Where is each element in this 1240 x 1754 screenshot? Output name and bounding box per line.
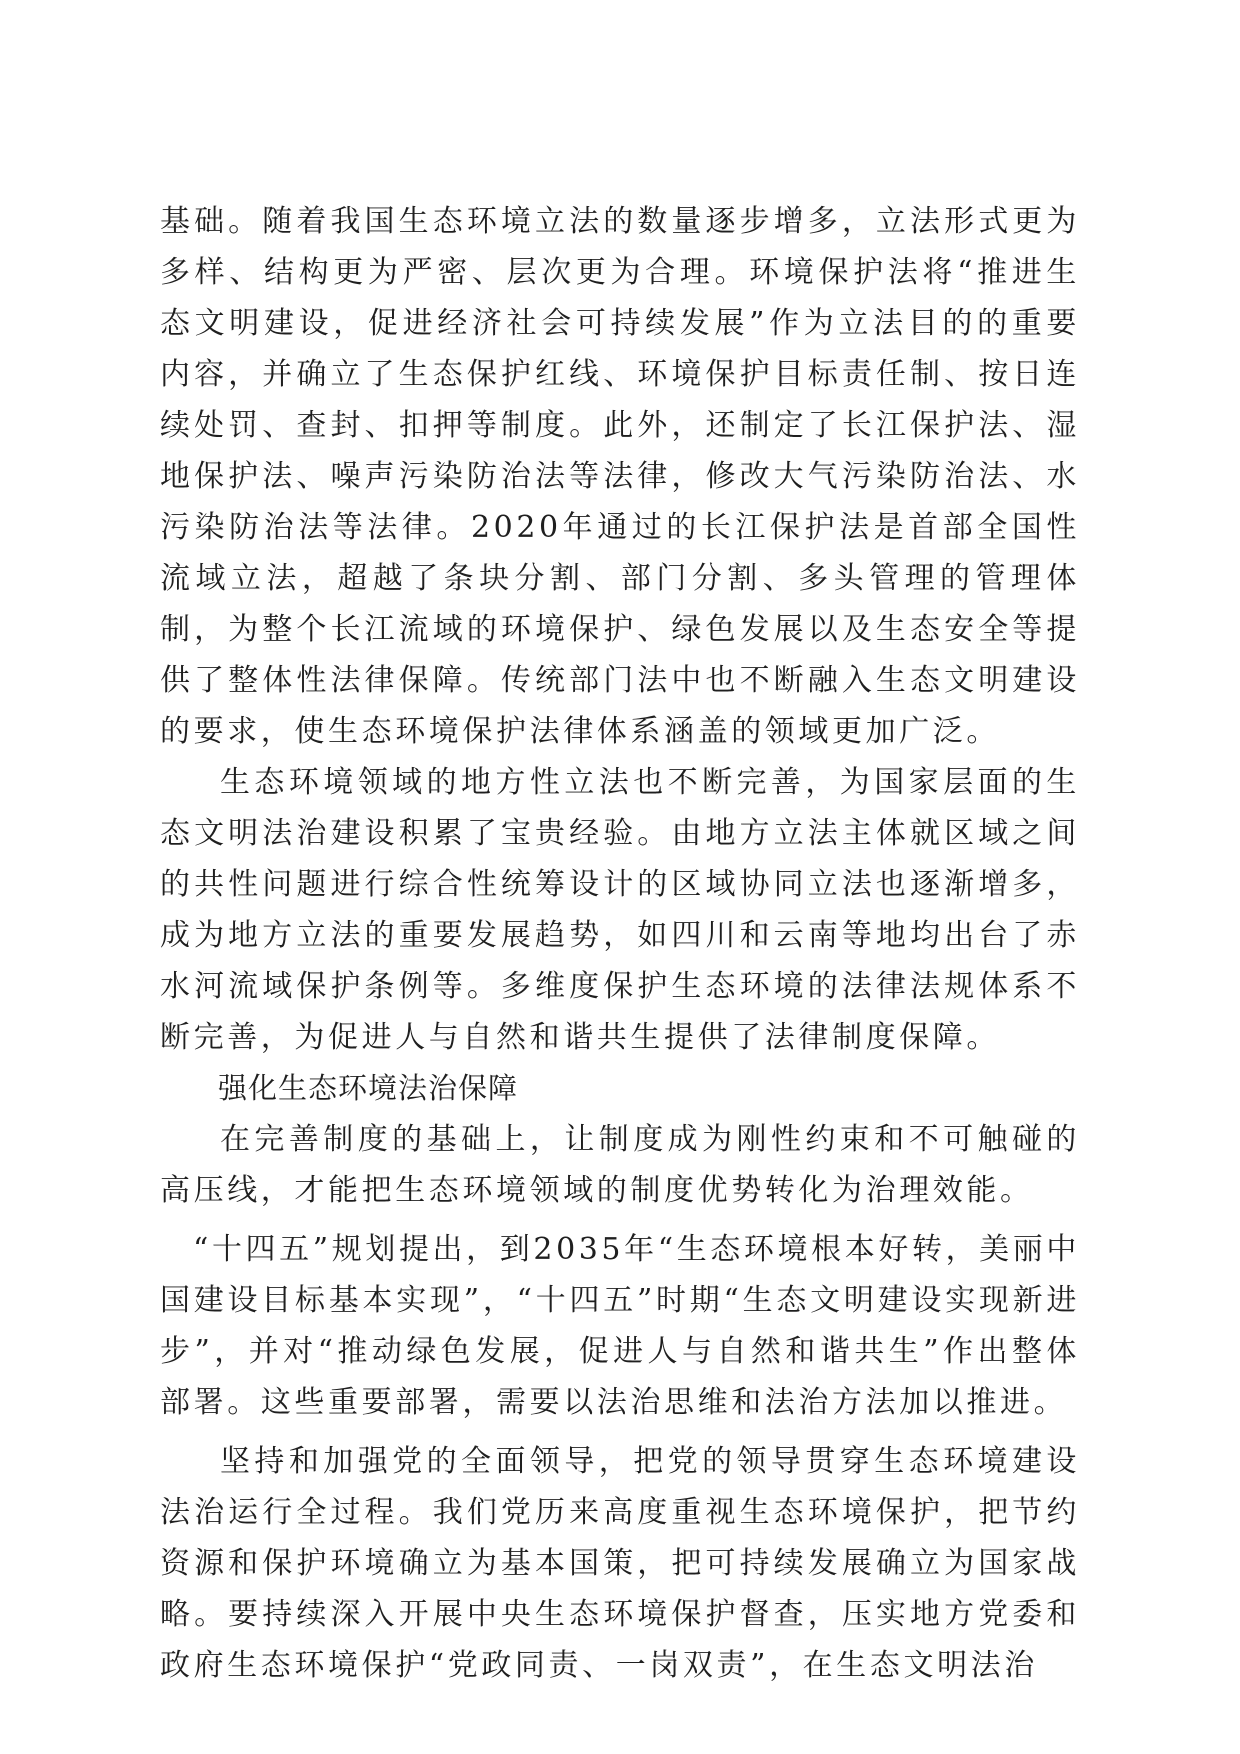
- paragraph-party-leadership: 坚持和加强党的全面领导，把党的领导贯穿生态环境建设法治运行全过程。我们党历来高度重视生态环境保护，把节约资源和保护环境确立为基本国策，把可持续发展确立为国家战略。要持续深入开展中央生态环境保护督查，压实地方党委和政府生态环境保护“党政同责、一岗双责”，在生态文明法治: [160, 1444, 1080, 1683]
- section-heading: 强化生态环境法治保障: [218, 1071, 519, 1105]
- document-body: [160, 196, 1080, 1691]
- paragraph-legislation-growth: 基础。随着我国生态环境立法的数量逐步增多，立法形式更为多样、结构更为严密、层次更为合理。环境保护法将“推进生态文明建设，促进经济社会可持续发展”作为立法目的的重要内容，并确立了生态保护红线、环境保护目标责任制、按日连续处罚、查封、扣押等制度。此外，还制定了长江保护法、湿地保护法、噪声污染防治法等法律，修改大气污染防治法、水污染防治法等法律。2020年通过的长江保护法是首部全国性流域立法，超越了条块分割、部门分割、多头管理的管理体制，为整个长江流域的环境保护、绿色发展以及生态安全等提供了整体性法律保障。传统部门法中也不断融入生态文明建设的要求，使生态环境保护法律体系涵盖的领域更加广泛。: [160, 204, 1080, 749]
- paragraph-local-legislation: 生态环境领域的地方性立法也不断完善，为国家层面的生态文明法治建设积累了宝贵经验。由地方立法主体就区域之间的共性问题进行综合性统筹设计的区域协同立法也逐渐增多，成为地方立法的重要发展趋势，如四川和云南等地均出台了赤水河流域保护条例等。多维度保护生态环境的法律法规体系不断完善，为促进人与自然和谐共生提供了法律制度保障。: [160, 765, 1080, 1055]
- paragraph-institutional-advantage: 在完善制度的基础上，让制度成为刚性约束和不可触碰的高压线，才能把生态环境领域的制度优势转化为治理效能。: [160, 1122, 1080, 1208]
- paragraph-five-year-plan: “十四五”规划提出，到2035年“生态环境根本好转，美丽中国建设目标基本实现”，“十四五”时期“生态文明建设实现新进步”，并对“推动绿色发展，促进人与自然和谐共生”作出整体部署。这些重要部署，需要以法治思维和法治方法加以推进。: [160, 1232, 1080, 1420]
